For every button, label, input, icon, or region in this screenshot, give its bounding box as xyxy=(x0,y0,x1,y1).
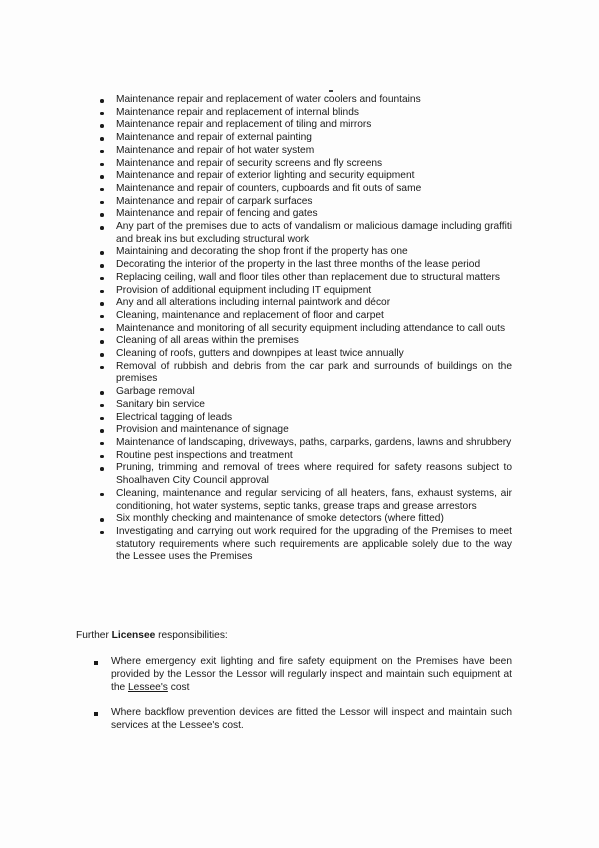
list-item-text: Maintenance of landscaping, driveways, paths, carparks, gardens, lawns and shrubbery xyxy=(116,436,512,448)
heading-prefix: Further xyxy=(76,630,112,641)
bullet-icon xyxy=(100,264,104,268)
list-item xyxy=(100,221,512,246)
list-item xyxy=(100,145,512,158)
bullet-icon xyxy=(100,366,104,370)
list-item-text: Replacing ceiling, wall and floor tiles other than replacement due to structural matters xyxy=(116,271,500,283)
list-item xyxy=(100,297,512,310)
square-bullet-icon xyxy=(94,661,98,665)
list-item-text: Maintenance repair and replacement of internal blinds xyxy=(116,106,359,118)
list-item xyxy=(100,526,512,564)
list-item-text: Cleaning of all areas within the premises xyxy=(116,335,299,347)
list-item-text: Any part of the premises due to acts of vandalism or malicious damage including graffiti and break ins but excluding structural work xyxy=(116,221,512,245)
list-item xyxy=(100,259,512,272)
list-item xyxy=(100,310,512,323)
list-item-text: Provision of additional equipment including IT equipment xyxy=(116,284,372,296)
list-item-text: Any and all alterations including internal paintwork and décor xyxy=(116,297,391,309)
list-item-text: Cleaning, maintenance and replacement of floor and carpet xyxy=(116,309,384,321)
bullet-icon xyxy=(100,226,104,230)
list-item-text: Sanitary bin service xyxy=(116,398,205,410)
list-item xyxy=(100,272,512,285)
bullet-icon xyxy=(100,340,104,344)
list-item-text: Decorating the interior of the property in the last three months of the lease period xyxy=(116,259,481,271)
list-item xyxy=(100,424,512,437)
list-item xyxy=(100,119,512,132)
list-item-text: Electrical tagging of leads xyxy=(116,411,233,423)
list-item xyxy=(100,132,512,145)
bullet-icon xyxy=(100,277,104,281)
bullet-icon xyxy=(100,328,104,332)
list-item-text: Pruning, trimming and removal of trees where required for safety reasons subject to Shoalhaven City Council approval xyxy=(116,462,512,487)
list-item-text: Investigating and carrying out work required for the upgrading of the Premises to meet statutory requirements where such requirements are applicable solely due to the way the Lessee uses the Premises xyxy=(116,525,512,563)
bullet-icon xyxy=(100,518,104,522)
list-item xyxy=(100,386,512,399)
list-item-text: Cleaning of roofs, gutters and downpipes at least twice annually xyxy=(116,348,404,360)
list-item xyxy=(94,707,512,733)
list-item xyxy=(100,94,512,107)
bullet-icon xyxy=(100,251,104,255)
list-item xyxy=(100,462,512,487)
list-item-text: Maintenance and repair of fencing and gates xyxy=(116,208,318,220)
bullet-icon xyxy=(100,290,104,294)
bullet-icon xyxy=(100,353,104,357)
heading-suffix: responsibilities: xyxy=(155,630,228,641)
bullet-icon xyxy=(100,391,104,395)
list-item xyxy=(94,656,512,694)
bullet-icon xyxy=(100,404,104,408)
bullet-icon xyxy=(100,124,104,128)
list-item-text: Removal of rubbish and debris from the car park and surrounds of buildings on the premises xyxy=(116,360,512,385)
list-item-text: Maintenance and repair of counters, cupboards and fit outs of same xyxy=(116,182,422,194)
list-item-text: Maintenance repair and replacement of water coolers and fountains xyxy=(116,94,421,105)
list-item xyxy=(100,399,512,412)
bullet-icon xyxy=(100,175,104,179)
list-item xyxy=(100,183,512,196)
list-item xyxy=(100,513,512,526)
list-item xyxy=(100,412,512,425)
list-item xyxy=(100,285,512,298)
bullet-icon xyxy=(100,99,104,103)
bullet-icon xyxy=(100,150,104,154)
bullet-icon xyxy=(100,315,104,319)
list-item-text: Maintenance and repair of carpark surfaces xyxy=(116,195,313,207)
underlined-term: Lessee's xyxy=(128,681,168,693)
list-item-text: Cleaning, maintenance and regular servicing of all heaters, fans, exhaust systems, air conditioning, hot water systems, septic tanks, grease traps and grease arrestors xyxy=(116,487,512,512)
list-item xyxy=(100,170,512,183)
bullet-icon xyxy=(100,137,104,141)
list-item xyxy=(100,107,512,120)
scan-speck xyxy=(329,90,333,92)
bullet-icon xyxy=(100,493,104,497)
list-item-text: Maintenance and repair of exterior lighting and security equipment xyxy=(116,170,415,182)
list-item-text: Provision and maintenance of signage xyxy=(116,424,289,436)
bullet-icon xyxy=(100,302,104,306)
bullet-icon xyxy=(100,201,104,205)
list-item xyxy=(100,450,512,463)
bullet-icon xyxy=(100,188,104,192)
list-item-text: Maintenance repair and replacement of tiling and mirrors xyxy=(116,119,372,131)
bullet-icon xyxy=(100,531,104,535)
list-item-text: Maintenance and repair of hot water system xyxy=(116,144,315,156)
list-item xyxy=(100,335,512,348)
list-item-text: Maintaining and decorating the shop front if the property has one xyxy=(116,246,408,258)
licensee-responsibilities-list xyxy=(94,656,512,746)
list-item xyxy=(100,196,512,209)
list-item xyxy=(100,208,512,221)
list-item-text: Where emergency exit lighting and fire safety equipment on the Premises have been provided by the Lessor the Lessor will regularly inspect and maintain such equipment at the xyxy=(111,656,512,693)
list-item-text: Garbage removal xyxy=(116,386,195,398)
list-item xyxy=(100,348,512,361)
square-bullet-icon xyxy=(94,712,98,716)
list-item xyxy=(100,323,512,336)
list-item-text: Routine pest inspections and treatment xyxy=(116,449,293,461)
bullet-icon xyxy=(100,455,104,459)
list-item-text: Maintenance and repair of external painting xyxy=(116,132,312,144)
list-item xyxy=(100,437,512,450)
list-item-text: Maintenance and monitoring of all security equipment including attendance to call outs xyxy=(116,322,506,334)
list-item-text: Where backflow prevention devices are fitted the Lessor will inspect and maintain such services at the Lessee's cost. xyxy=(111,707,512,732)
list-item-text: Six monthly checking and maintenance of smoke detectors (where fitted) xyxy=(116,513,444,525)
list-item-text-end: cost xyxy=(167,681,190,693)
bullet-icon xyxy=(100,163,104,167)
list-item xyxy=(100,158,512,171)
bullet-icon xyxy=(100,442,104,446)
list-item xyxy=(100,361,512,386)
further-responsibilities-heading xyxy=(76,629,228,642)
bullet-icon xyxy=(100,213,104,217)
maintenance-bullet-list xyxy=(100,94,512,564)
bullet-icon xyxy=(100,429,104,433)
list-item xyxy=(100,488,512,513)
bullet-icon xyxy=(100,467,104,471)
list-item-text: Maintenance and repair of security screens and fly screens xyxy=(116,157,383,169)
list-item xyxy=(100,246,512,259)
bullet-icon xyxy=(100,417,104,421)
heading-bold-term: Licensee xyxy=(111,630,156,641)
bullet-icon xyxy=(100,112,104,116)
